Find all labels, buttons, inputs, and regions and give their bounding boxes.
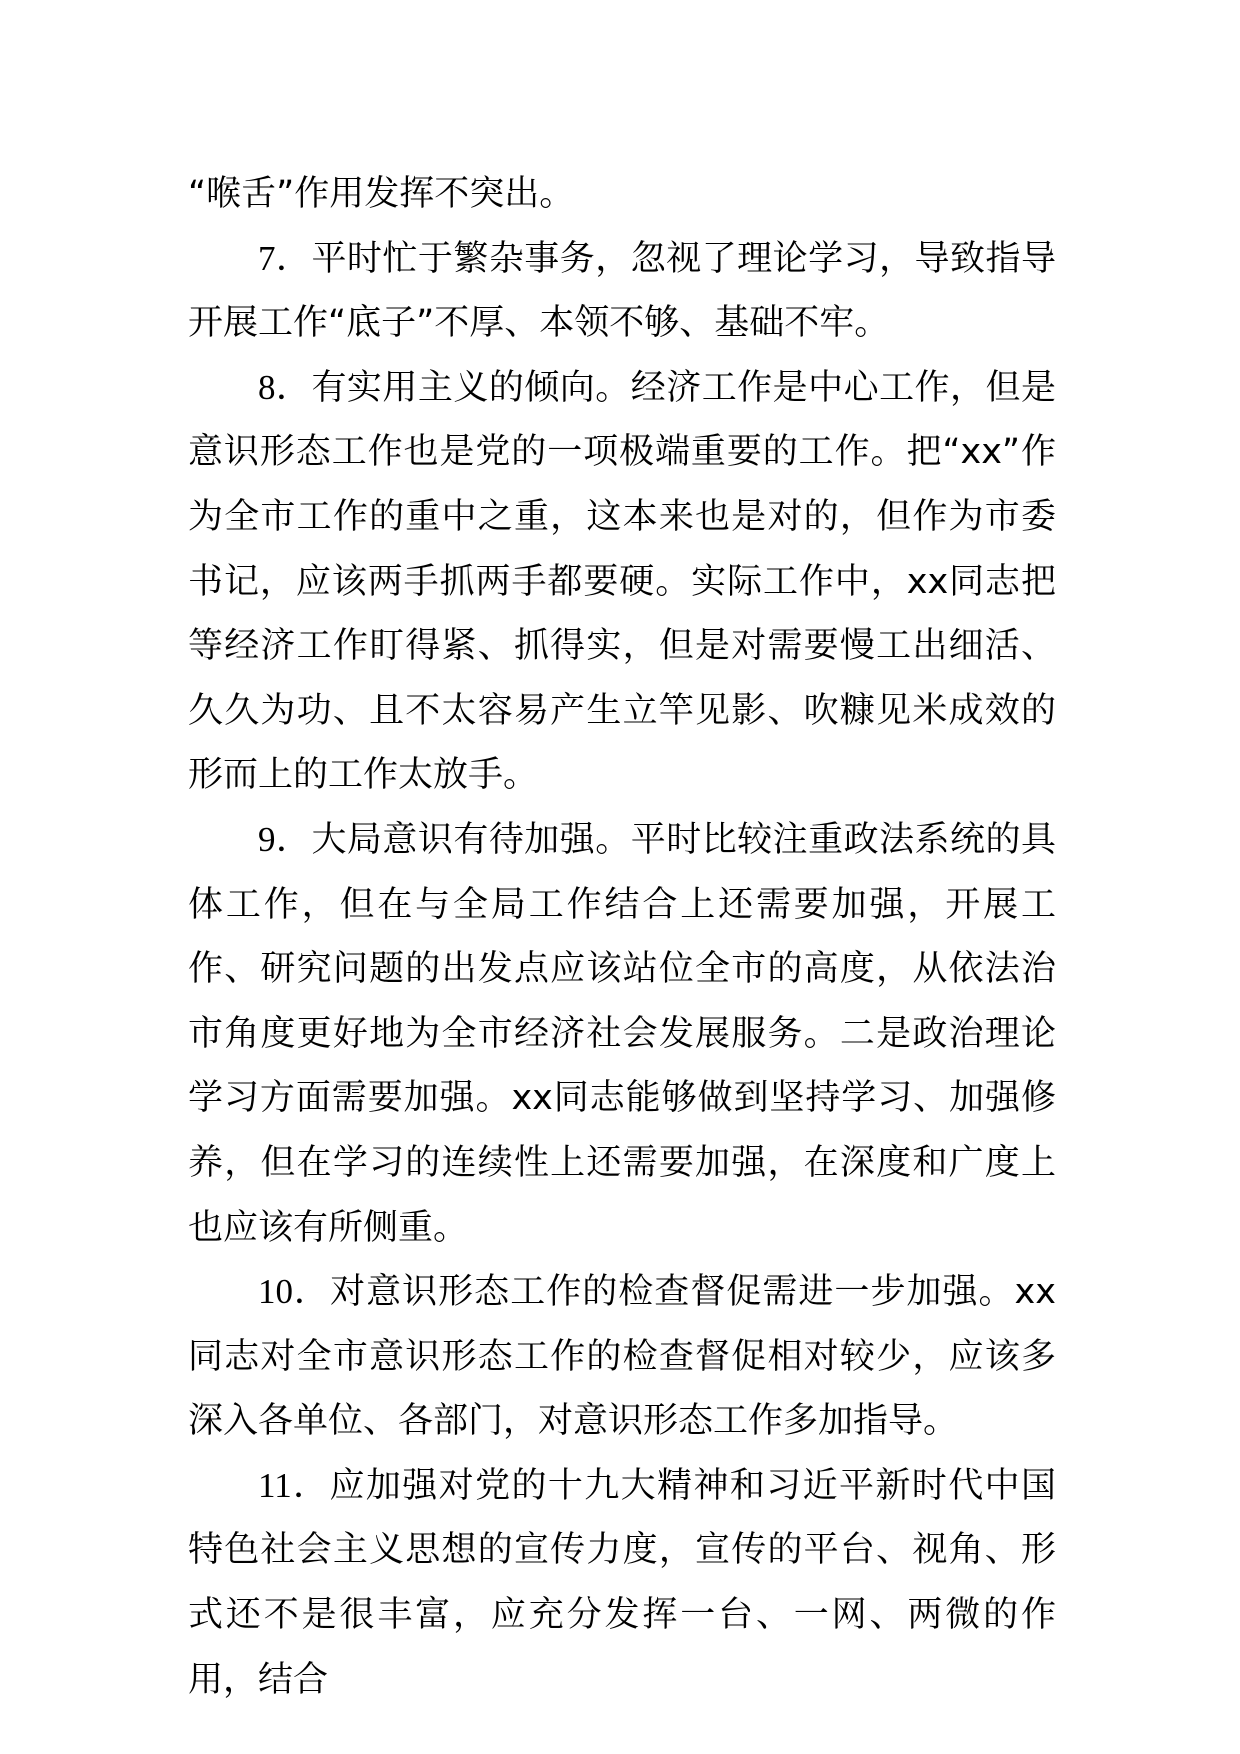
paragraph-text: 平时忙于繁杂事务，忽视了理论学习，导致指导开展工作“底子”不厚、本领不够、基础不牢。 [188,238,1056,344]
paragraph-text: “喉舌”作用发挥不突出。 [188,174,575,214]
paragraph-item-7 [188,227,1056,356]
paragraph-text: 应加强对党的十九大精神和习近平新时代中国特色社会主义思想的宣传力度，宣传的平台、视角、形式还不是很丰富，应充分发挥一台、一网、两微的作用，结合 [188,1465,1056,1700]
paragraph-number: 11． [258,1465,330,1505]
document-body [188,162,1056,1712]
paragraph-item-8 [188,356,1056,808]
paragraph-text: 对意识形态工作的检查督促需进一步加强。xx同志对全市意识形态工作的检查督促相对较少，应该多深入各单位、各部门，对意识形态工作多加指导。 [188,1272,1056,1442]
paragraph-number: 7． [258,238,312,278]
paragraph-item-10 [188,1260,1056,1454]
paragraph-number: 8． [258,367,312,407]
paragraph-number: 9． [258,819,312,859]
paragraph-item-11 [188,1454,1056,1712]
paragraph-continuation [188,162,1056,227]
paragraph-number: 10． [258,1272,331,1312]
paragraph-text: 大局意识有待加强。平时比较注重政法系统的具体工作，但在与全局工作结合上还需要加强，开展工作、研究问题的出发点应该站位全市的高度，从依法治市角度更好地为全市经济社会发展服务。二是政治理论学习方面需要加强。xx同志能够做到坚持学习、加强修养，但在学习的连续性上还需要加强，在深度和广度上也应该有所侧重。 [188,819,1056,1248]
paragraph-text: 有实用主义的倾向。经济工作是中心工作，但是意识形态工作也是党的一项极端重要的工作。把“xx”作为全市工作的重中之重，这本来也是对的，但作为市委书记，应该两手抓两手都要硬。实际工作中，xx同志把等经济工作盯得紧、抓得实，但是对需要慢工出细活、久久为功、且不太容易产生立竿见影、吹糠见米成效的形而上的工作太放手。 [188,367,1056,796]
paragraph-item-9 [188,808,1056,1260]
